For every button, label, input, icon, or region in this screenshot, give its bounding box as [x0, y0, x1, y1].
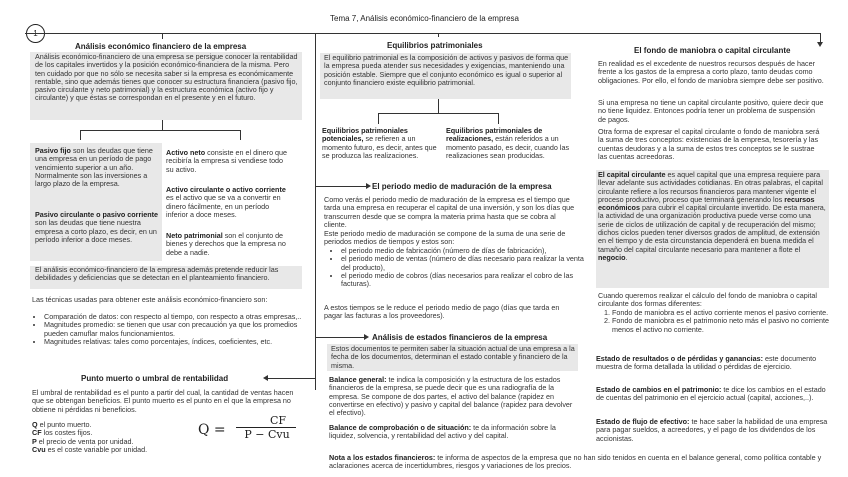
s1-conclusion: El análisis económico-financiero de la empresa además pretende reducir las debilidades y deficiencias que se detectan en el planteamiento financiero.	[35, 265, 279, 283]
negocio-term: negocio	[598, 252, 626, 262]
s6-p2: Si una empresa no tiene un capital circulante positivo, quiere decir que no tiene liquidez. Entonces podría tener un problema de suspensión de pagos.	[598, 98, 824, 124]
s6-title: El fondo de maniobra o capital circulante	[634, 46, 791, 55]
s4-list	[329, 247, 585, 288]
s6-p5-list	[600, 309, 834, 334]
formula-numerator: CF	[269, 414, 287, 427]
estado-cambios-block	[596, 386, 828, 403]
nota-block	[329, 454, 829, 471]
estado-cambios-text: te dice los cambios en el estado de cuentas del patrimonio en el ejercicio actual (capital, acciones,..).	[596, 385, 826, 403]
estado-resultados-block	[596, 355, 828, 372]
equilibrio-potencial-text: se refieren a un momento futuro, es decir, antes que se produzca las realizaciones.	[322, 134, 437, 160]
equilibrio-realizacion-block	[446, 127, 572, 160]
technique-item: • Comparación de datos: con respecto al tiempo, con respecto a otras empresas,..	[44, 313, 312, 321]
var-q-text: el punto muerto.	[37, 420, 92, 429]
s6-p4	[598, 171, 826, 262]
capital-circulante-term: El capital circulante	[598, 170, 666, 179]
s2-vars	[32, 421, 192, 454]
s5-text: Estos documentos te permiten saber la situación actual de una empresa a la fecha de los documentos, determinan el estado contable y financiero de la misma.	[331, 344, 575, 370]
s6-p5-item: 1. Fondo de maniobra es el activo corriente menos el pasivo corriente.	[612, 309, 834, 317]
estado-flujo-block	[596, 418, 828, 443]
recursos-economicos-term: recursos económicos	[598, 194, 815, 213]
nota-text: te informa de aspectos de la empresa que no han sido tenidos en cuenta en el balance general, como política contable y aclaraciones acerca de incertidumbres, riesgos y variaciones de los precios.	[329, 453, 822, 471]
technique-item: • Magnitudes relativas: tales como porcentajes, índices, coeficientes, etc.	[44, 338, 312, 346]
estado-resultados-term: Estado de resultados o de pérdidas y ganancias:	[596, 354, 763, 363]
equilibrio-potencial-term: Equilibrios patrimoniales potenciales,	[322, 126, 408, 144]
s6-p4-a: es aquel capital que una empresa requiere para llevar adelante sus actividades cotidianas. En otras palabras, el capital circulante refiere a los recursos financieros para mantener vigente el proceso productivo, proceso que terminará generando los	[598, 170, 823, 204]
estado-cambios-term: Estado de cambios en el patrimonio:	[596, 385, 722, 394]
activo-circulante-text: es el activo que se va a convertir en dinero fácilmente, en un período inferior a doce meses.	[166, 193, 281, 219]
estado-flujo-text: te hace saber la habilidad de una empresa para pagar sueldos, a acreedores, y el pago de los dividendos de los accionistas.	[596, 417, 828, 443]
activo-circulante-term: Activo circulante o activo corriente	[166, 185, 286, 194]
formula-denominator: P − Cvu	[244, 428, 290, 441]
s4-text3: A estos tiempos se le reduce el periodo medio de pago (días que tarda en pagar las facturas a los proveedores).	[324, 303, 560, 321]
pasivo-circulante-term: Pasivo circulante o pasivo corriente	[35, 210, 159, 219]
estado-resultados-text: este documento muestra de forma detallada la utilidad o pérdidas de ejercicio.	[596, 354, 817, 372]
formula-lhs: Q =	[198, 422, 226, 438]
activo-neto-text: consiste en el dinero que recibiría la empresa si vendiese todo su activo.	[166, 148, 288, 174]
balance-general-term: Balance general:	[329, 375, 387, 384]
neto-patrimonial-block	[166, 232, 292, 257]
activo-circulante-block	[166, 186, 292, 219]
s3-title: Equilibrios patrimoniales	[387, 41, 483, 50]
balance-comprobacion-text: te da información sobre la liquidez, solvencia, y rentabilidad del activo y del capital.	[329, 423, 556, 441]
s2-title: Punto muerto o umbral de rentabilidad	[81, 374, 229, 383]
var-cvu-text: es el coste variable por unidad.	[45, 444, 148, 454]
balance-general-block	[329, 376, 579, 417]
s6-p3: Otra forma de expresar el capital circulante o fondo de maniobra será la suma de tres conceptos: existencias de la empresa, tesorería y las cuentas deudoras y a la suma de estos tres conceptos se le sustrae las cuentas acreedoras.	[598, 127, 820, 161]
var-cf-term: CF	[32, 428, 42, 438]
s4-text2: Este periodo medio de maduración se compone de la suma de una serie de periodos medios de tiempos y estos son:	[324, 229, 566, 247]
s1-title: Análisis económico financiero de la empresa	[75, 42, 247, 51]
neto-patrimonial-term: Neto patrimonial	[166, 231, 223, 240]
var-cf-text: los costes fijos.	[41, 428, 93, 438]
pasivo-fijo-text: son las deudas que tiene una empresa en un período de pago vencimiento superior a un año. Normalmente son las inversiones a largo plazo de la empresa.	[35, 146, 153, 189]
s4-item: • el periodo medio de cobros (días necesarios para realizar el cobro de las facturas).	[341, 272, 585, 289]
balance-comprobacion-block	[329, 424, 579, 441]
s4-item: • el periodo medio de fabricación (número de días de fabricación),	[341, 247, 585, 255]
s2-text: El umbral de rentabilidad es el punto a partir del cual, la cantidad de ventas hacen que se obtengan beneficios. El punto muerto es el punto en el que la empresa no obtiene ni pérdidas ni beneficios.	[32, 388, 294, 414]
var-q-term: Q	[32, 420, 38, 429]
activo-neto-term: Activo neto	[166, 148, 206, 157]
var-p-term: P	[32, 436, 37, 446]
pasivo-fijo-block	[35, 147, 161, 188]
pasivo-circulante-block	[35, 211, 161, 244]
neto-patrimonial-text: son el conjunto de bienes y derechos que la empresa no debe a nadie.	[166, 231, 286, 257]
s6-p4-b: para cubrir el capital circulante invertido. De esta manera, la actividad de una organización productiva puede verse como una serie de ciclos de utilización de capital y de recuperación del mismo; dichos ciclos pueden tener diversos grados de amplitud, de extensión en el tiempo y de esta circunstancia dependerá en buena medida el tamaño del capital circulante necesario para mantener a flote el	[598, 203, 826, 254]
s6-p5: Cuando queremos realizar el cálculo del fondo de maniobra o capital circulante dos formas diferentes:	[598, 291, 817, 309]
connector-top	[25, 33, 820, 34]
page-title: Tema 7, Análisis económico-financiero de la empresa	[330, 14, 519, 23]
balance-comprobacion-term: Balance de comprobación o de situación:	[329, 423, 472, 432]
s4-text1: Como verás el periodo medio de maduración de la empresa es el tiempo que tarda una empresa en recuperar el capital de una inversión, y son los días que transcurren desde que se compra la materia prima hasta que se cobra al cliente.	[324, 195, 575, 229]
pasivo-fijo-term: Pasivo fijo	[35, 146, 71, 155]
nota-term: Nota a los estados financieros:	[329, 453, 436, 462]
s5-title: Análisis de estados financieros de la empresa	[372, 333, 548, 342]
s4-title: El periodo medio de maduración de la empresa	[372, 182, 552, 191]
s6-p1: En realidad es el excedente de nuestros recursos después de hacer frente a los gastos de la empresa a corto plazo, tanto deudas como obligaciones. Por ello, el fondo de maniobra siempre debe ser positivo.	[598, 59, 824, 85]
s1-intro: Análisis económico-financiero de una empresa se persigue conocer la rentabilidad de los capitales invertidos y la posición económico-financiera de la misma. Pero ten cuidado por que no sólo se necesita saber si la empresa es económicamente rentable, sino que además tienes que conocer su estructura financiera (pasivo fijo, pasivo circulante y neto patrimonial) y la estructura económica (activo fijo y circulante) y que éstas se correspondan en el presente y en el futuro.	[35, 52, 298, 103]
estado-flujo-term: Estado de flujo de efectivo:	[596, 417, 690, 426]
equilibrio-potencial-block	[322, 127, 437, 160]
balance-general-text: te indica la composición y la estructura de los estados financieros de la empresa, se puede decir que es una radiografía de la empresa. Se compone de dos partes, el activo del balance (rapidez en convertirse en efectivo) y pasivo y capital del balance (rapidez para devolver el efectivo).	[329, 375, 573, 418]
var-cvu-term: Cvu	[32, 444, 46, 454]
equilibrio-realizacion-text: están referidos a un momento pasado, es decir, cuando las realizaciones sean producidas.	[446, 134, 570, 160]
pasivo-circulante-text: son las deudas que tiene nuestra empresa a corto plazo, es decir, en un período inferior a doce meses.	[35, 218, 157, 244]
s3-text: El equilibrio patrimonial es la composición de activos y pasivos de forma que la empresa pueda atender sus necesidades y exigencias, manteniendo una posición estable. Siempre que el conjunto económico es igual o superior al conjunto financiero existe equilibrio patrimonial.	[324, 53, 569, 87]
s6-p5-item: 2. Fondo de maniobra es el patrimonio neto más el pasivo no corriente menos el activo no corriente.	[612, 317, 834, 334]
technique-item: • Magnitudes promedio: se tienen que usar con precaución ya que los promedios pueden camuflar malos funcionamientos.	[44, 321, 312, 338]
var-p-text: el precio de venta por unidad.	[36, 436, 134, 446]
s4-item: • el periodo medio de ventas (número de días necesario para realizar la venta del producto),	[341, 255, 585, 272]
techniques-list	[32, 313, 312, 346]
activo-neto-block	[166, 149, 292, 174]
equilibrio-realizacion-term: Equilibrios patrimoniales de realizaciones,	[446, 126, 543, 144]
techniques-intro: Las técnicas usadas para obtener este análisis económico-financiero son:	[32, 295, 268, 304]
s6-p4-c: .	[625, 252, 628, 262]
